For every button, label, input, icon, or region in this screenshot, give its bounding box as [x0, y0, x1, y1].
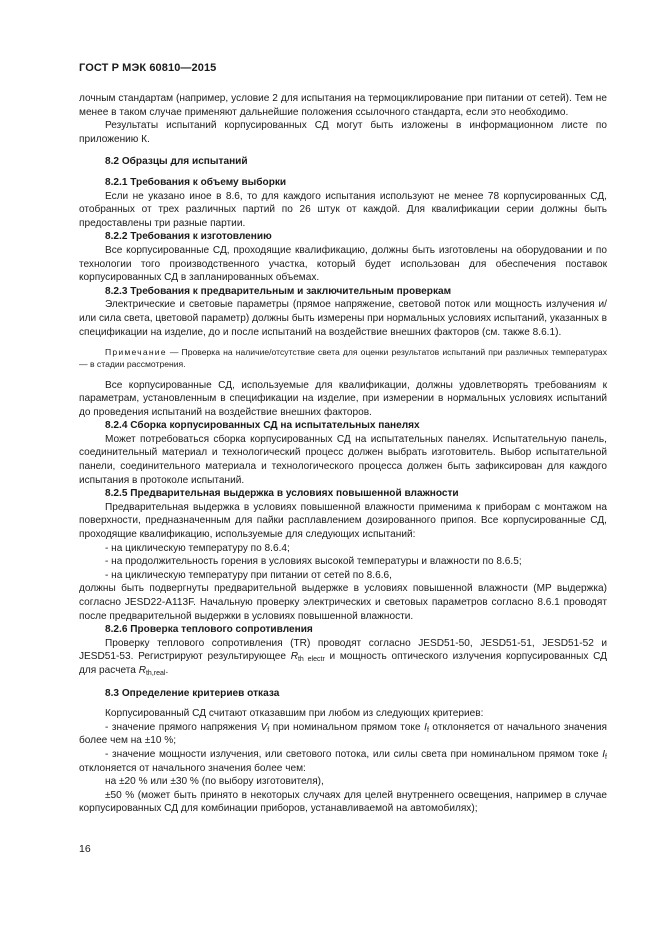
section-8-2-5-text-2: должны быть подвергнуты предварительной выдержке в условиях повышенной влажности (MP выдержка) согласно JESD22-A113F. Начальную проверку электрических и световых параметров согласно 8.6.1 проводят после предварительной выдержки в условиях повышенной влажности.: [79, 583, 607, 622]
section-8-2-6-heading: 8.2.6 Проверка теплового сопротивления: [105, 624, 313, 636]
text-run: - значение прямого напряжения: [105, 721, 261, 733]
text-run: и мощность оптического излучения корпусированных СД для расчета: [79, 651, 607, 676]
subscript: f: [605, 753, 607, 761]
symbol-r: R: [138, 664, 146, 676]
section-8-2-2-heading: 8.2.2 Требования к изготовлению: [105, 231, 272, 243]
note-label: Примечание: [105, 347, 167, 358]
symbol-r: R: [290, 651, 298, 663]
page-content: [79, 92, 607, 816]
text-run: при номинальном прямом токе: [269, 721, 425, 733]
section-8-2-4-text: Может потребоваться сборка корпусированных СД на испытательных панелях. Испытательную панель, соединительный материал и технологический процесс должен выбрать изготовитель. Выбор испытательной панели, соединительного материала и технологического процесса должен быть зафиксирован для каждого испытания в протоколе испытаний.: [79, 433, 607, 486]
section-8-2-6-text: [79, 637, 607, 678]
section-8-2-heading: 8.2 Образцы для испытаний: [105, 156, 248, 168]
symbol-i: I: [424, 721, 427, 733]
subscript: f: [267, 726, 270, 734]
criterion-voltage: [79, 721, 607, 748]
subscript: th,real: [145, 669, 166, 677]
section-8-2-1-heading: 8.2.1 Требования к объему выборки: [105, 176, 287, 188]
section-8-3-intro: Корпусированный СД считают отказавшим при любом из следующих критериев:: [105, 708, 484, 720]
page-number: 16: [79, 843, 91, 855]
text-run: отклоняется от начального значения более чем на ±10 %;: [79, 721, 607, 747]
standard-header: ГОСТ Р МЭК 60810—2015: [79, 62, 217, 74]
section-8-2-3-heading: 8.2.3 Требования к предварительным и заключительным проверкам: [105, 285, 452, 297]
list-item: - на продолжительность горения в условиях высокой температуры и влажности по 8.6.5;: [105, 556, 522, 568]
section-8-2-3-text-2: Все корпусированные СД, используемые для квалификации, должны удовлетворять требованиям к параметрам, установленным в спецификации на изделие, при измерении в нормальных условиях испытаний до проведения испытаний на воздействие внешних факторов.: [79, 379, 607, 418]
note-text: — Проверка на наличие/отсутствие света для оценки результатов испытаний при различных температурах — в стадии рассмотрения.: [79, 347, 607, 370]
symbol-v: V: [260, 721, 268, 733]
section-8-2-1-text: Если не указано иное в 8.6, то для каждого испытания используют не менее 78 корпусированных СД, отобранных от трех различных партий по 26 штук от каждой. Для квалификации серии должны быть предоставлены три разные партии.: [79, 190, 607, 229]
note: [79, 346, 607, 370]
section-8-2-5-heading: 8.2.5 Предварительная выдержка в условиях повышенной влажности: [105, 488, 459, 500]
subscript: f: [426, 726, 429, 734]
text-run: - значение мощности излучения, или светового потока, или силы света при номинальном прямом токе: [105, 748, 603, 760]
section-8-2-4-heading: 8.2.4 Сборка корпусированных СД на испытательных панелях: [105, 420, 420, 432]
section-8-2-5-text: Предварительная выдержка в условиях повышенной влажности применима к приборам с монтажом на поверхности, предназначенным для пайки расплавлением дозированного припоя. Все корпусированные СД, проходящие квалификацию, используемые для следующих испытаний:: [79, 501, 607, 541]
section-8-3-heading: 8.3 Определение критериев отказа: [105, 687, 280, 699]
criterion-option-2: ±50 % (может быть принято в некоторых случаях для целей внутреннего освещения, например в случае корпусированных СД для комбинации приборов, устанавливаемой на автомобилях);: [79, 789, 607, 815]
section-8-2-2-text: Все корпусированные СД, проходящие квалификацию, должны быть изготовлены на оборудовании и по технологии того производственного участка, который будет использован для обеспечения поставок корпусированных СД в запланированных объемах.: [79, 244, 607, 284]
section-8-2-3-text: Электрические и световые параметры (прямое напряжение, световой поток или мощность излучения и/или сила света, цветовой параметр) должны быть измерены при нормальных условиях испытаний, указанных в спецификации на изделие, до и после испытаний на воздействие внешних факторов (см. также 8.6.1).: [79, 299, 607, 338]
list-item: - на циклическую температуру при питании от сетей по 8.6.6,: [105, 569, 392, 581]
text-run: отклоняется от начального значения более чем:: [79, 762, 306, 774]
symbol-i: I: [602, 748, 606, 760]
subscript: th electr: [297, 656, 325, 664]
text-run: .: [165, 664, 169, 676]
text-run: Проверку теплового сопротивления (TR) проводят согласно JESD51-50, JESD51-51, JESD51-52 и JESD51-53. Регистрируют результирующее: [79, 637, 607, 663]
paragraph-continuation: лочным стандартам (например, условие 2 для испытания на термоциклирование при питании от сетей). Тем не менее в таком случае применяют дальнейшие положения ссылочного стандарта, если это необходимо.: [79, 93, 607, 118]
criterion-option-1: на ±20 % или ±30 % (по выбору изготовителя),: [105, 776, 324, 788]
criterion-power: [79, 748, 607, 775]
paragraph-results: Результаты испытаний корпусированных СД могут быть изложены в информационном листе по приложению К.: [79, 120, 607, 145]
list-item: - на циклическую температуру по 8.6.4;: [105, 542, 290, 554]
